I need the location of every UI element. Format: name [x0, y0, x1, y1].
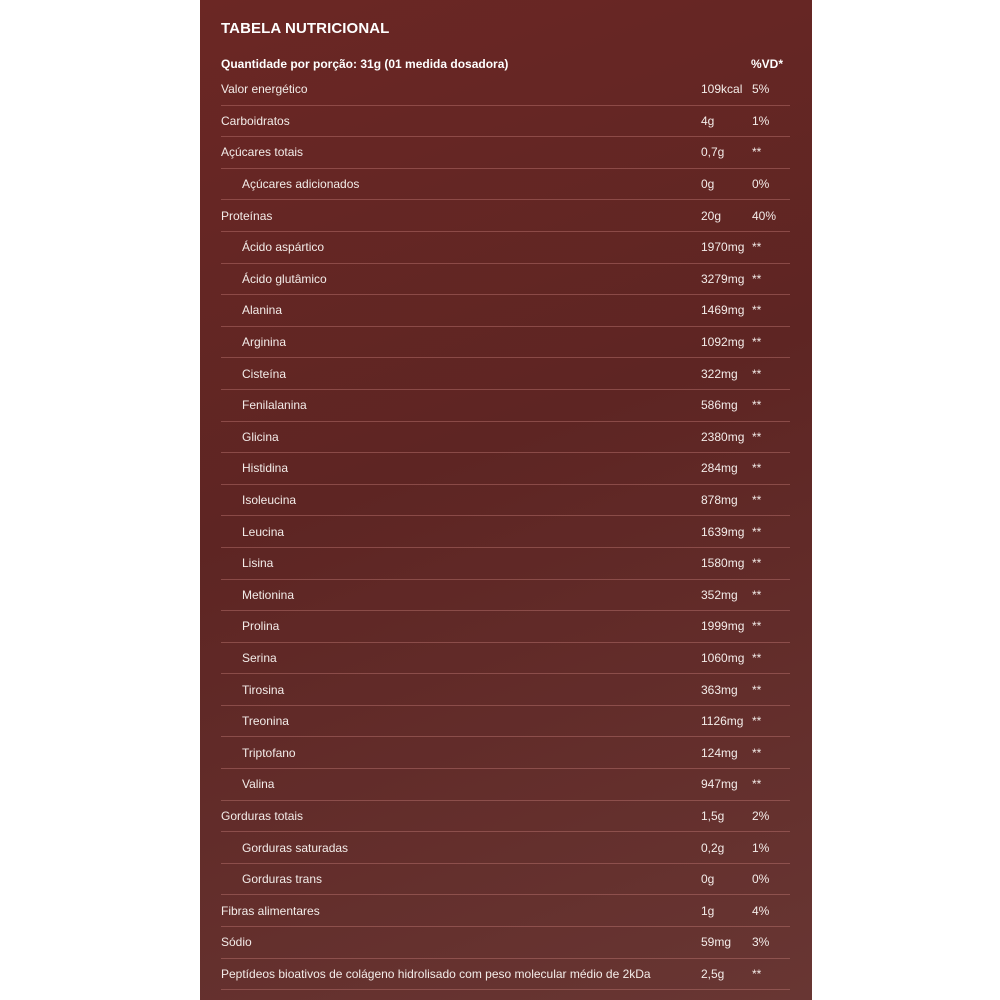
nutrient-name: Valor energético — [221, 82, 308, 97]
nutrient-name: Arginina — [242, 335, 287, 350]
nutrient-amount: 2380mg — [701, 429, 745, 444]
nutrient-name: Sódio — [221, 935, 252, 950]
nutrient-daily-value: ** — [752, 650, 762, 665]
nutrient-amount: 1060mg — [701, 650, 745, 665]
nutrient-name: Gorduras trans — [242, 872, 323, 887]
nutrient-daily-value: ** — [752, 524, 762, 539]
nutrient-name: Treonina — [242, 714, 289, 729]
nutrient-row — [221, 106, 790, 138]
nutrient-row — [221, 737, 790, 769]
nutrient-row — [221, 895, 790, 927]
nutrient-amount: 2,5g — [701, 966, 725, 981]
nutrient-amount: 322mg — [701, 366, 738, 381]
nutrient-row — [221, 927, 790, 959]
nutrient-daily-value: ** — [752, 745, 762, 760]
nutrient-row — [221, 674, 790, 706]
nutrient-amount: 1126mg — [701, 714, 744, 729]
nutrient-list — [221, 74, 790, 990]
nutrient-daily-value: ** — [752, 556, 762, 571]
nutrient-name: Isoleucina — [242, 493, 297, 508]
nutrient-amount: 0g — [701, 872, 715, 887]
nutrient-row — [221, 169, 790, 201]
nutrient-row — [221, 74, 790, 106]
nutrient-daily-value: ** — [752, 429, 762, 444]
nutrient-name: Gorduras totais — [221, 808, 304, 823]
nutrient-row — [221, 453, 790, 485]
nutrient-daily-value: 3% — [752, 935, 770, 950]
nutrient-row — [221, 611, 790, 643]
nutrient-daily-value: ** — [752, 461, 762, 476]
nutrient-name: Glicina — [242, 429, 279, 444]
nutrient-name: Prolina — [242, 619, 280, 634]
nutrient-name: Fenilalanina — [242, 398, 307, 413]
nutrient-amount: 947mg — [701, 777, 738, 792]
nutrient-daily-value: ** — [752, 366, 762, 381]
nutrient-row — [221, 137, 790, 169]
nutrient-amount: 3279mg — [701, 271, 745, 286]
nutrient-daily-value: ** — [752, 493, 762, 508]
nutrient-amount: 0,2g — [701, 840, 725, 855]
nutrient-daily-value: 1% — [752, 840, 770, 855]
nutrient-name: Triptofano — [242, 745, 296, 760]
nutrient-name: Gorduras saturadas — [242, 840, 349, 855]
nutrient-row — [221, 959, 790, 991]
table-title: TABELA NUTRICIONAL — [221, 20, 390, 37]
nutrient-name: Proteínas — [221, 208, 273, 223]
nutrient-amount: 124mg — [701, 745, 738, 760]
daily-value-header: %VD* — [751, 57, 784, 71]
nutrient-name: Cisteína — [242, 366, 287, 381]
nutrient-amount: 586mg — [701, 398, 738, 413]
nutrient-daily-value: 5% — [752, 82, 770, 97]
nutrient-amount: 1469mg — [701, 303, 745, 318]
nutrient-daily-value: ** — [752, 240, 762, 255]
nutrient-row — [221, 232, 790, 264]
nutrient-row — [221, 200, 790, 232]
nutrient-name: Alanina — [242, 303, 283, 318]
nutrient-amount: 878mg — [701, 493, 738, 508]
nutrient-row — [221, 327, 790, 359]
nutrient-name: Lisina — [242, 556, 274, 571]
nutrient-amount: 1g — [701, 903, 715, 918]
nutrient-daily-value: 40% — [752, 208, 777, 223]
nutrient-amount: 0,7g — [701, 145, 725, 160]
nutrient-daily-value: ** — [752, 271, 762, 286]
nutrient-name: Ácido aspártico — [242, 240, 325, 255]
nutrient-daily-value: ** — [752, 335, 762, 350]
nutrient-name: Açúcares adicionados — [242, 177, 360, 192]
nutrient-daily-value: ** — [752, 398, 762, 413]
nutrient-name: Metionina — [242, 587, 295, 602]
nutrient-amount: 109kcal — [701, 82, 743, 97]
nutrient-daily-value: 4% — [752, 903, 770, 918]
nutrient-daily-value: 1% — [752, 113, 770, 128]
nutrient-daily-value: ** — [752, 777, 762, 792]
nutrient-row — [221, 801, 790, 833]
nutrient-row — [221, 422, 790, 454]
nutrient-name: Histidina — [242, 461, 289, 476]
serving-size-label: Quantidade por porção: 31g (01 medida dosadora) — [221, 57, 509, 71]
nutrient-daily-value: ** — [752, 303, 762, 318]
nutrient-amount: 363mg — [701, 682, 738, 697]
nutrient-daily-value: 0% — [752, 177, 770, 192]
nutrient-name: Tirosina — [242, 682, 285, 697]
nutrient-daily-value: 2% — [752, 808, 770, 823]
nutrient-name: Valina — [242, 777, 275, 792]
nutrient-daily-value: 0% — [752, 872, 770, 887]
nutrient-amount: 284mg — [701, 461, 738, 476]
nutrient-row — [221, 580, 790, 612]
nutrient-row — [221, 358, 790, 390]
nutrient-row — [221, 264, 790, 296]
nutrient-row — [221, 643, 790, 675]
nutrient-daily-value: ** — [752, 145, 762, 160]
nutrient-amount: 20g — [701, 208, 722, 223]
nutrient-daily-value: ** — [752, 714, 762, 729]
nutrient-row — [221, 295, 790, 327]
nutrient-row — [221, 832, 790, 864]
nutrient-daily-value: ** — [752, 619, 762, 634]
nutrient-row — [221, 390, 790, 422]
nutrient-amount: 0g — [701, 177, 715, 192]
nutrient-amount: 1639mg — [701, 524, 745, 539]
nutrient-name: Fibras alimentares — [221, 903, 320, 918]
nutrient-amount: 1580mg — [701, 556, 745, 571]
nutrient-name: Serina — [242, 650, 277, 665]
nutrient-row — [221, 769, 790, 801]
nutrient-row — [221, 864, 790, 896]
nutrient-name: Açúcares totais — [221, 145, 304, 160]
nutrient-name: Peptídeos bioativos de colágeno hidrolisado com peso molecular médio de 2kDa — [221, 966, 651, 981]
nutrient-row — [221, 516, 790, 548]
nutrient-row — [221, 706, 790, 738]
nutrient-daily-value: ** — [752, 966, 762, 981]
nutrition-table-panel — [200, 0, 812, 1000]
nutrient-row — [221, 548, 790, 580]
nutrient-amount: 1999mg — [701, 619, 745, 634]
nutrient-row — [221, 485, 790, 517]
nutrient-name: Carboidratos — [221, 113, 290, 128]
nutrient-daily-value: ** — [752, 587, 762, 602]
nutrient-amount: 4g — [701, 113, 715, 128]
nutrient-name: Leucina — [242, 524, 285, 539]
nutrient-name: Ácido glutâmico — [242, 271, 327, 286]
nutrient-amount: 59mg — [701, 935, 732, 950]
nutrient-amount: 352mg — [701, 587, 738, 602]
nutrient-daily-value: ** — [752, 682, 762, 697]
nutrient-amount: 1092mg — [701, 335, 745, 350]
nutrient-amount: 1,5g — [701, 808, 725, 823]
nutrient-amount: 1970mg — [701, 240, 745, 255]
